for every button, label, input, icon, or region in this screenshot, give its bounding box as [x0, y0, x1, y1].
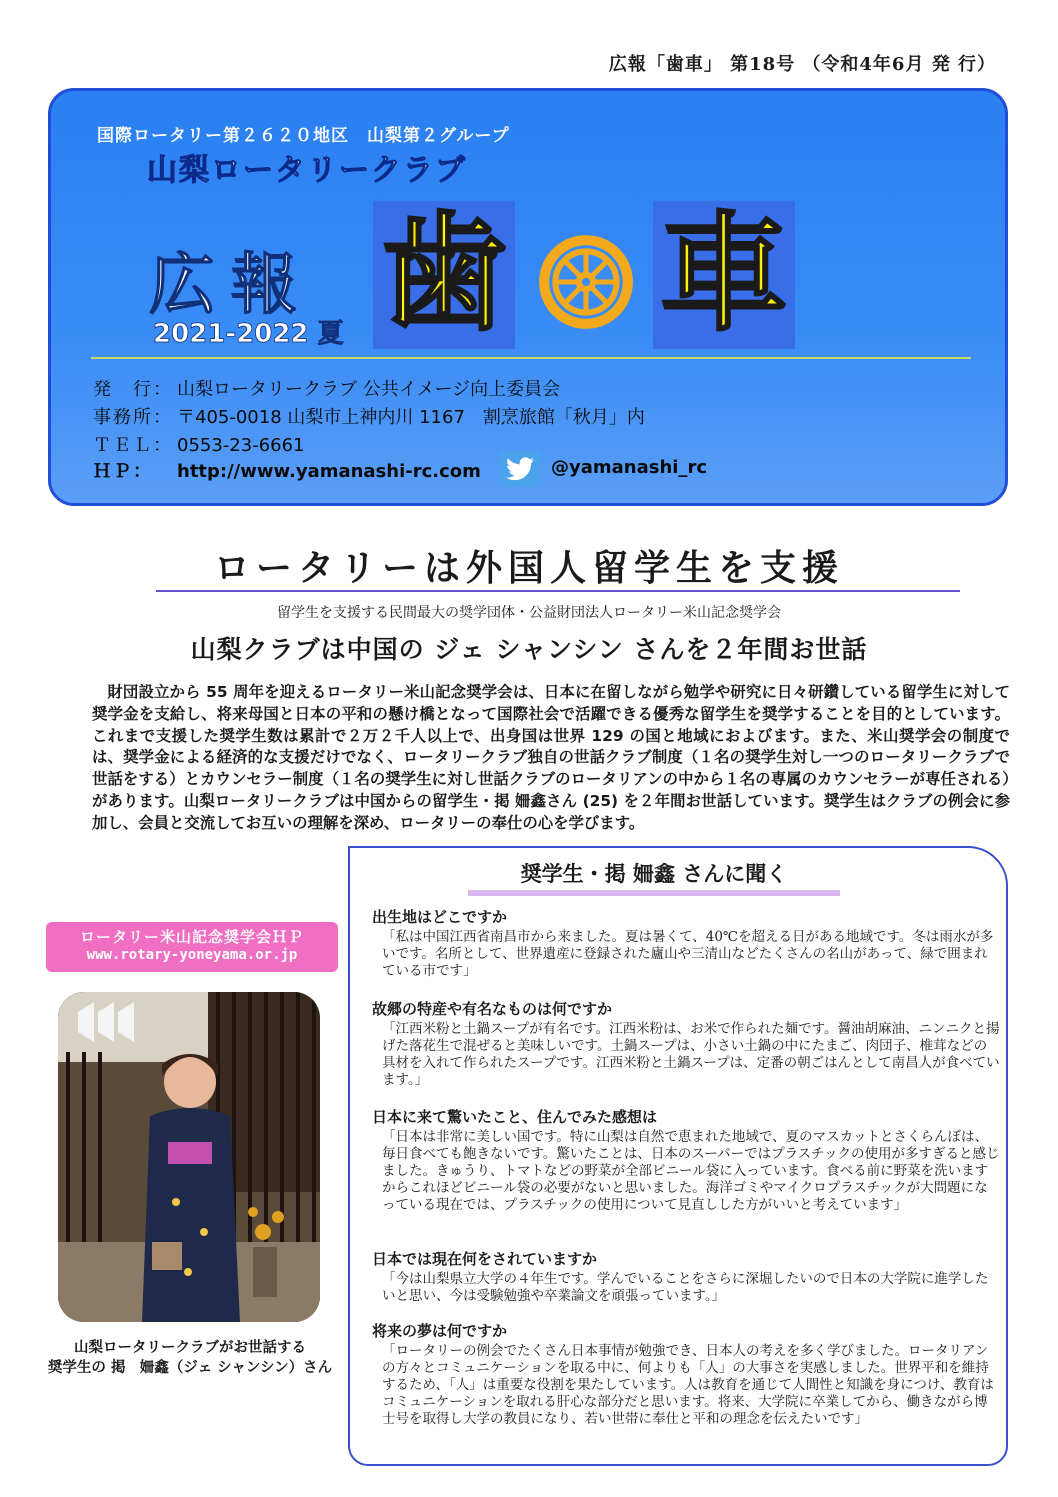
title-tile-kuruma: [653, 201, 795, 349]
tel-value: 0553-23-6661: [177, 435, 305, 456]
koho-title: 広報: [149, 246, 313, 323]
masthead: [48, 88, 1008, 506]
twitter-handle[interactable]: @yamanashi_rc: [551, 457, 707, 478]
headline-rule: [156, 590, 960, 592]
subheadline: 留学生を支援する民間最大の奨学団体・公益財団法人ロータリー米山記念奨学会: [277, 605, 781, 621]
intro-paragraph: 財団設立から 55 周年を迎えるロータリー米山記念奨学会は、日本に在留しながら勉学や研究に日々研鑽している留学生に対して奨学金を支給し、将来母国と日本の平和の懸け橋となって国際社会で活躍できる優秀な留学生を奨学することを目的としています。これまで支援した奨学生数は累計で２万２千人以上で、出身国は世界 129 の国と地域におよびます。また、米山奨学会の制度では、奨学金による経済的な支援だけでなく、ロータリークラブ独自の世話クラブ制度（１名の奨学生対し一つのロータリークラブで世話をする）とカウンセラー制度（１名の奨学生に対し世話クラブのロータリアンの中から１名の専属のカウンセラーが専任される）があります。山梨ロータリークラブは中国からの留学生・掲 姍鑫さん (25) を２年間お世話しています。奨学生はクラブの例会に参加し、会員と交流してお互いの理解を深め、ロータリーの奉仕の心を学びます。: [92, 683, 1010, 832]
publisher-label: 発 行：: [93, 379, 173, 400]
hp-row: [93, 457, 481, 483]
qa-item: [372, 1106, 1000, 1214]
question: 日本に来て驚いたこと、住んでみた感想は: [372, 1108, 658, 1126]
rotary-wheel-icon: [535, 231, 637, 333]
office-label: 事務所：: [93, 407, 173, 428]
hp-label: ＨＰ：: [93, 461, 153, 482]
question: 故郷の特産や有名なものは何ですか: [372, 1000, 613, 1018]
question: 日本では現在何をされていますか: [372, 1250, 598, 1268]
interview-title: 奨学生・掲 姍鑫 さんに聞く: [468, 858, 840, 896]
caption-line1: 山梨ロータリークラブがお世話する: [74, 1340, 306, 1356]
yoneyama-label: ロータリー米山記念奨学会ＨＰ: [79, 928, 304, 946]
title-char-kuruma: 車: [659, 200, 788, 349]
answer: 「ロータリーの例会でたくさん日本事情が勉強でき、日本人の考えを多く学びました。ロータリアンの方々とコミュニケーションを取る中に、何よりも「人」の大事さを実感しました。世界平和を維持するため、「人」は重要な役割を果たしています。人は教育を通じて人間性と知識を身につけ、教育はコミュニケーションを取れる肝心な部分だと思います。将来、大学院に卒業してから、働きながら博士号を取得し大学の教員になり、若い世帯に奉仕と平和の理念を伝えたいです」: [382, 1343, 994, 1427]
tel-row: [93, 431, 305, 457]
office-value: 〒405-0018 山梨市上神内川 1167 割烹旅館「秋月」内: [177, 407, 645, 428]
qa-item: [372, 1248, 1000, 1305]
answer: 「日本は非常に美しい国です。特に山梨は自然で恵まれた地域で、夏のマスカットとさくらんぼは、毎日食べても飽きないです。驚いたことは、日本のスーパーではプラスチックの使用が多すぎると感じました。きゅうり、トマトなどの野菜が全部ビニール袋に入っています。食べる前に野菜を洗いますからこれほどビニール袋の必要がないと思いました。海洋ゴミやマイクロプラスチックが大問題になっている現在では、プラスチックの使用について見直しした方がいいと考えています」: [382, 1129, 1000, 1213]
qa-item: [372, 998, 1000, 1089]
tel-label: ＴＥＬ：: [93, 435, 173, 456]
header-divider: [91, 357, 971, 359]
club-name: 山梨ロータリークラブ: [147, 153, 467, 188]
question: 将来の夢は何ですか: [372, 1322, 508, 1340]
publisher-value: 山梨ロータリークラブ 公共イメージ向上委員会: [177, 379, 561, 400]
answer: 「私は中国江西省南昌市から来ました。夏は暑くて、40℃を超える日がある地域です。冬は雨水が多いです。名所として、世界遺産に登録された廬山や三清山などたくさんの名山があって、緑で囲まれている市です」: [382, 929, 994, 979]
question: 出生地はどこですか: [372, 908, 508, 926]
issue-line: 広報「歯車」 第18号 （令和4年6月 発 行）: [608, 54, 996, 75]
publisher-row: [93, 375, 560, 401]
hp-link[interactable]: http://www.yamanashi-rc.com: [177, 461, 481, 482]
qa-item: [372, 1320, 1000, 1428]
article-subtitle: 山梨クラブは中国の ジェ シャンシン さんを２年間お世話: [190, 635, 868, 664]
title-tile-ha: [373, 201, 515, 349]
district-label: 国際ロータリー第２６２０地区 山梨第２グループ: [97, 126, 510, 146]
season-label: 2021-2022 夏: [153, 319, 344, 349]
yoneyama-link-box[interactable]: [46, 922, 338, 972]
office-row: [93, 403, 645, 429]
qa-item: [372, 906, 1000, 980]
photo-caption: [40, 1338, 340, 1378]
main-headline: ロータリーは外国人留学生を支援: [213, 548, 844, 589]
answer: 「今は山梨県立大学の４年生です。学んでいることをさらに深堀したいので日本の大学院に進学したいと思い、今は受験勉強や卒業論文を頑張っています。」: [382, 1271, 989, 1304]
yoneyama-url[interactable]: www.rotary-yoneyama.or.jp: [86, 947, 298, 963]
twitter-bird-icon[interactable]: [499, 451, 541, 487]
student-photo: [58, 992, 320, 1322]
caption-line2: 奨学生の 掲 姍鑫（ジェ シャンシン）さん: [47, 1360, 333, 1376]
answer: 「江西米粉と土鍋スープが有名です。江西米粉は、お米で作られた麺です。醤油胡麻油、ニンニクと揚げた落花生で混ぜると美味しいです。土鍋スープは、小さい土鍋の中にたまご、肉団子、椎茸などの具材を入れて作られたスープです。江西米粉と土鍋スープは、定番の朝ごはんとして南昌人が食べています。」: [382, 1021, 1000, 1088]
title-char-ha: 歯: [379, 200, 508, 349]
